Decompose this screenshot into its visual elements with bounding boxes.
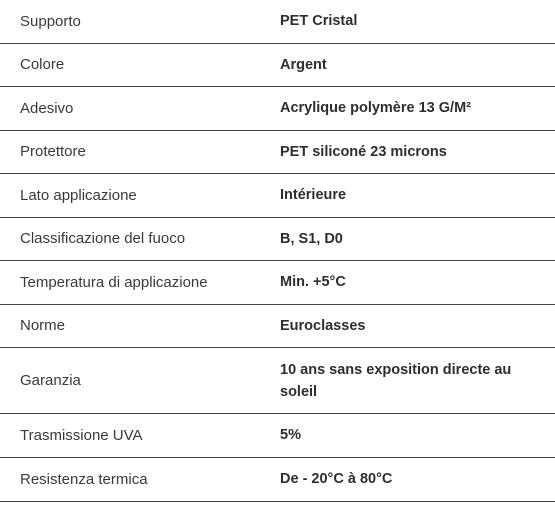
spec-label: Lato applicazione	[20, 186, 137, 204]
spec-row-support	[0, 0, 555, 44]
spec-label: Garanzia	[20, 372, 81, 389]
spec-row-adhesive	[0, 87, 555, 131]
spec-row-application-side	[0, 174, 555, 218]
spec-row-thermal-resistance	[0, 458, 555, 502]
spec-value: B, S1, D0	[280, 230, 343, 247]
spec-label: Norme	[20, 317, 66, 335]
spec-value: PET siliconé 23 microns	[280, 143, 447, 160]
spec-value: Acrylique polymère 13 G/M²	[280, 100, 471, 117]
spec-row-color	[0, 44, 555, 88]
spec-label: Adesivo	[20, 99, 74, 117]
spec-value: 10 ans sans exposition directe au soleil	[280, 361, 512, 400]
spec-label: Resistenza termica	[20, 470, 148, 488]
spec-row-application-temperature	[0, 261, 555, 305]
spec-value: PET Cristal	[280, 13, 358, 30]
spec-row-standards	[0, 305, 555, 349]
spec-row-fire-classification	[0, 218, 555, 262]
spec-value: Min. +5°C	[280, 274, 346, 291]
spec-label: Colore	[20, 56, 65, 74]
spec-value: De - 20°C à 80°C	[280, 471, 393, 487]
spec-row-protector	[0, 131, 555, 175]
spec-label: Classificazione del fuoco	[20, 230, 186, 248]
spec-value: Intérieure	[280, 187, 347, 204]
spec-row-warranty	[0, 348, 555, 414]
spec-label: Protettore	[20, 143, 86, 161]
spec-row-uva-transmission	[0, 414, 555, 458]
spec-value: Argent	[280, 56, 327, 73]
spec-label: Supporto	[20, 12, 81, 30]
spec-label: Trasmissione UVA	[20, 426, 143, 444]
spec-value: 5%	[280, 427, 301, 444]
spec-label: Temperatura di applicazione	[20, 273, 208, 291]
spec-value: Euroclasses	[280, 317, 366, 334]
